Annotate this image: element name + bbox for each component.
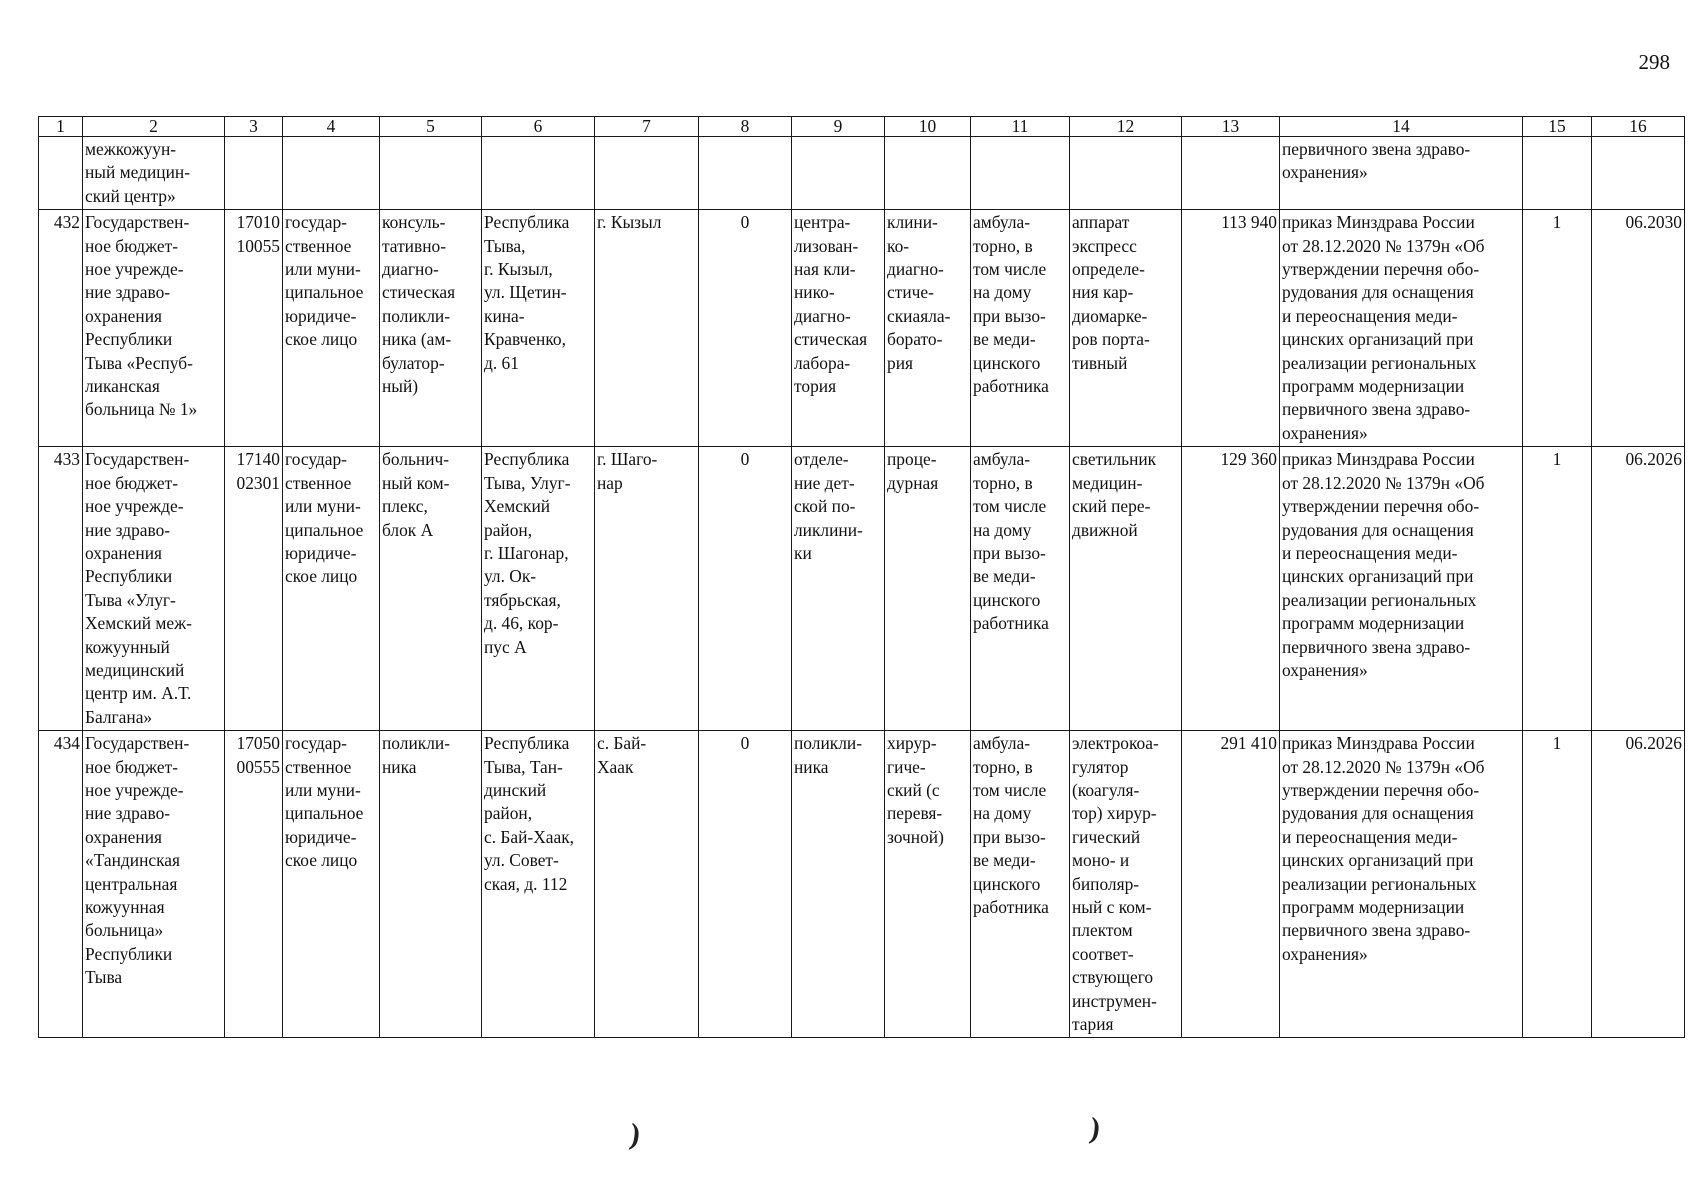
table-row [39, 447, 1685, 731]
address: Республика Тыва, Тан- динский район, с. Бай-Хаак, ул. Совет- ская, д. 112 [482, 731, 595, 1038]
column-header: 4 [283, 117, 380, 137]
organization-name: Государствен- ное бюджет- ное учрежде- ние здраво- охранения Республики Тыва «Улуг- Хемский меж- кожуунный медицинский центр им. А.Т. Балгана» [83, 447, 225, 731]
quantity: 1 [1523, 731, 1592, 1038]
quantity: 1 [1523, 447, 1592, 731]
care-conditions [971, 137, 1070, 210]
column-header: 11 [971, 117, 1070, 137]
unit: центра- лизован- ная кли- нико- диагно- стическая лабора- тория [792, 210, 885, 447]
column-header: 15 [1523, 117, 1592, 137]
margin-mark: ) [627, 1117, 643, 1152]
cost [1182, 137, 1280, 210]
facility-type: поликли- ника [380, 731, 482, 1038]
regulation: приказ Минздрава России от 28.12.2020 № 1379н «Об утверждении перечня обо- рудования для оснащения и переоснащения меди- цинских организаций при реализации региональных программ модернизации первичного звена здраво- охранения» [1280, 731, 1523, 1038]
quantity: 1 [1523, 210, 1592, 447]
regulation: приказ Минздрава России от 28.12.2020 № 1379н «Об утверждении перечня обо- рудования для оснащения и переоснащения меди- цинских организаций при реализации региональных программ модернизации первичного звена здраво- охранения» [1280, 210, 1523, 447]
column-header: 13 [1182, 117, 1280, 137]
cost: 291 410 [1182, 731, 1280, 1038]
organization-name: Государствен- ное бюджет- ное учрежде- ние здраво- охранения Республики Тыва «Респуб- ликанская больница № 1» [83, 210, 225, 447]
facility-type: консуль- тативно- диагно- стическая поликли- ника (ам- булатор- ный) [380, 210, 482, 447]
row-number: 433 [39, 447, 83, 731]
column-header: 12 [1070, 117, 1182, 137]
table-row [39, 731, 1685, 1038]
column-header: 1 [39, 117, 83, 137]
deadline: 06.2026 [1592, 731, 1685, 1038]
column-header: 16 [1592, 117, 1685, 137]
deadline: 06.2030 [1592, 210, 1685, 447]
column-header: 2 [83, 117, 225, 137]
deadline [1592, 137, 1685, 210]
organization-name: Государствен- ное бюджет- ное учрежде- ние здраво- охранения «Тандинская центральная кожуунная больница» Республики Тыва [83, 731, 225, 1038]
org-code [225, 137, 283, 210]
room: хирур- гиче- ский (с перевя- зочной) [885, 731, 971, 1038]
care-conditions: амбула- торно, в том числе на дому при вызо- ве меди- цинского работника [971, 210, 1070, 447]
room: проце- дурная [885, 447, 971, 731]
unit: отделе- ние дет- ской по- ликлини- ки [792, 447, 885, 731]
equipment [1070, 137, 1182, 210]
legal-form: государ- ственное или муни- ципальное юридиче- ское лицо [283, 210, 380, 447]
care-conditions: амбула- торно, в том числе на дому при вызо- ве меди- цинского работника [971, 731, 1070, 1038]
row-number [39, 137, 83, 210]
equipment: аппарат экспресс определе- ния кар- диомарке- ров порта- тивный [1070, 210, 1182, 447]
org-code: 17050 00555 [225, 731, 283, 1038]
column-header: 9 [792, 117, 885, 137]
org-code: 17140 02301 [225, 447, 283, 731]
unit: поликли- ника [792, 731, 885, 1038]
deadline: 06.2026 [1592, 447, 1685, 731]
column-8-value: 0 [699, 731, 792, 1038]
locality [595, 137, 699, 210]
organization-name: межкожуун- ный медицин- ский центр» [83, 137, 225, 210]
table-row [39, 210, 1685, 447]
locality: с. Бай- Хаак [595, 731, 699, 1038]
address: Республика Тыва, Улуг- Хемский район, г. Шагонар, ул. Ок- тябрьская, д. 46, кор- пус А [482, 447, 595, 731]
table-row [39, 137, 1685, 210]
page-number: 298 [1638, 50, 1670, 74]
unit [792, 137, 885, 210]
column-header: 7 [595, 117, 699, 137]
locality: г. Кызыл [595, 210, 699, 447]
column-header: 3 [225, 117, 283, 137]
regulation: приказ Минздрава России от 28.12.2020 № 1379н «Об утверждении перечня обо- рудования для оснащения и переоснащения меди- цинских организаций при реализации региональных программ модернизации первичного звена здраво- охранения» [1280, 447, 1523, 731]
column-8-value: 0 [699, 210, 792, 447]
address: Республика Тыва, г. Кызыл, ул. Щетин- кина- Кравченко, д. 61 [482, 210, 595, 447]
column-8-value [699, 137, 792, 210]
data-table [38, 116, 1685, 1038]
column-header: 8 [699, 117, 792, 137]
org-code: 17010 10055 [225, 210, 283, 447]
header-row [39, 117, 1685, 137]
column-8-value: 0 [699, 447, 792, 731]
care-conditions: амбула- торно, в том числе на дому при вызо- ве меди- цинского работника [971, 447, 1070, 731]
column-header: 14 [1280, 117, 1523, 137]
address [482, 137, 595, 210]
locality: г. Шаго- нар [595, 447, 699, 731]
room [885, 137, 971, 210]
cost: 113 940 [1182, 210, 1280, 447]
regulation: первичного звена здраво- охранения» [1280, 137, 1523, 210]
legal-form: государ- ственное или муни- ципальное юридиче- ское лицо [283, 447, 380, 731]
row-number: 432 [39, 210, 83, 447]
equipment: светильник медицин- ский пере- движной [1070, 447, 1182, 731]
margin-mark: ) [1087, 1111, 1103, 1146]
equipment: электрокоа- гулятор (коагуля- тор) хирур- гический моно- и биполяр- ный с ком- плектом соответ- ствующего инструмен- тария [1070, 731, 1182, 1038]
legal-form [283, 137, 380, 210]
room: клини- ко- диагно- стиче- скиаяла- борато- рия [885, 210, 971, 447]
facility-type: больнич- ный ком- плекс, блок А [380, 447, 482, 731]
column-header: 6 [482, 117, 595, 137]
cost: 129 360 [1182, 447, 1280, 731]
column-header: 10 [885, 117, 971, 137]
quantity [1523, 137, 1592, 210]
legal-form: государ- ственное или муни- ципальное юридиче- ское лицо [283, 731, 380, 1038]
row-number: 434 [39, 731, 83, 1038]
column-header: 5 [380, 117, 482, 137]
facility-type [380, 137, 482, 210]
